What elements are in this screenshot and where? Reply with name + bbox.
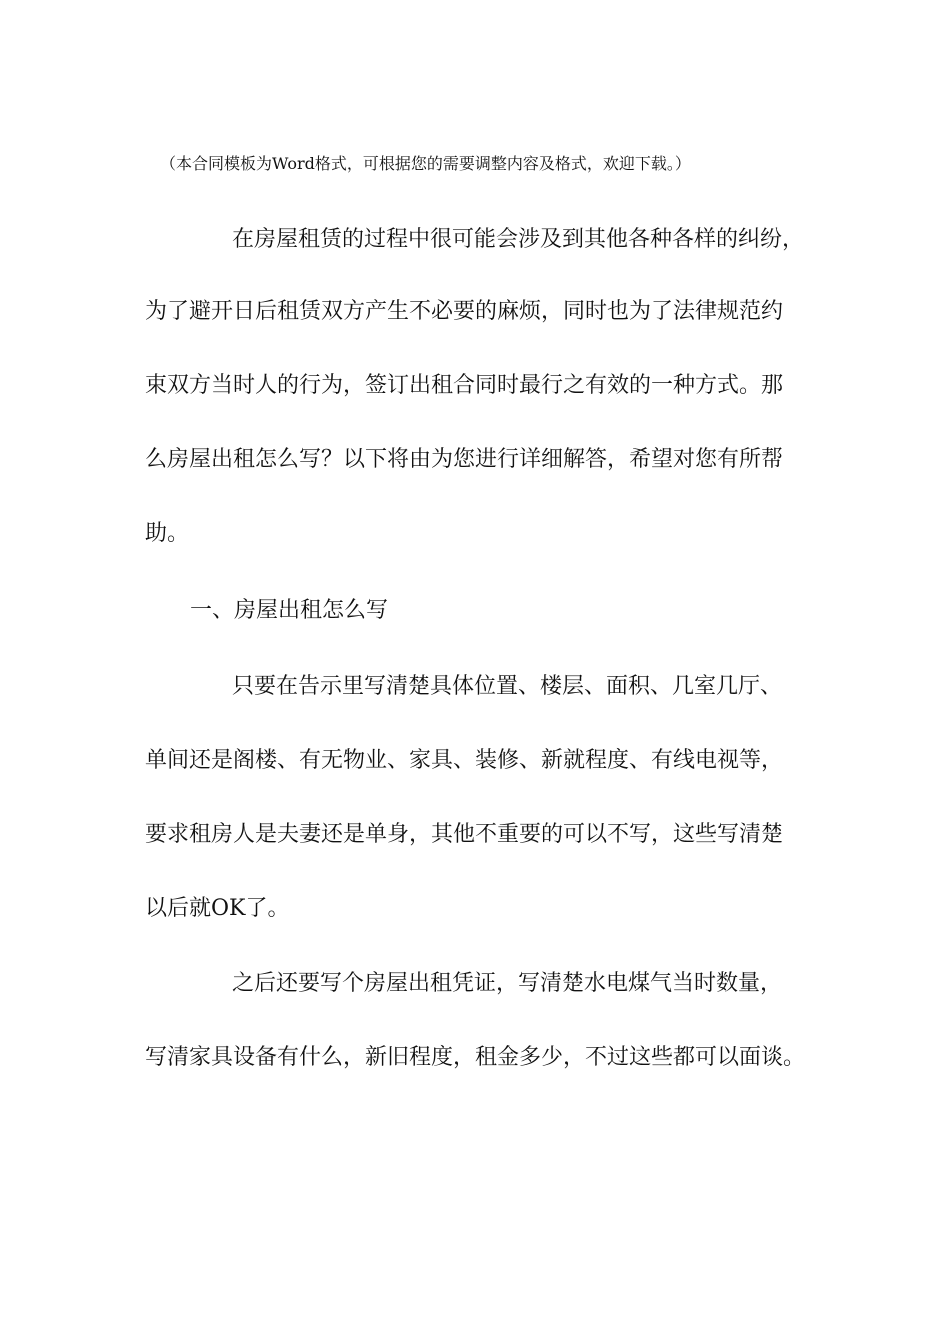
paragraph-1-line-4: 么房屋出租怎么写？以下将由为您进行详细解答，希望对您有所帮 <box>145 447 784 472</box>
paragraph-1-line-2: 为了避开日后租赁双方产生不必要的麻烦，同时也为了法律规范约 <box>145 299 784 324</box>
paragraph-2-line-1: 只要在告示里写清楚具体位置、楼层、面积、几室几厅、 <box>232 674 783 699</box>
paragraph-2-line-4: 以后就OK了。 <box>145 896 290 921</box>
paragraph-1-line-3: 束双方当时人的行为，签订出租合同时最行之有效的一种方式。那 <box>145 373 784 398</box>
section-heading: 一、房屋出租怎么写 <box>190 598 389 623</box>
paragraph-2-line-3: 要求租房人是夫妻还是单身，其他不重要的可以不写，这些写清楚 <box>145 822 784 847</box>
paragraph-1-line-5: 助。 <box>145 521 190 546</box>
paragraph-1-line-1: 在房屋租赁的过程中很可能会涉及到其他各种各样的纠纷， <box>232 227 805 252</box>
paragraph-2-line-2: 单间还是阁楼、有无物业、家具、装修、新就程度、有线电视等， <box>145 748 784 773</box>
template-note: （本合同模板为Word格式，可根据您的需要调整内容及格式，欢迎下载。） <box>160 154 691 173</box>
paragraph-3-line-2: 写清家具设备有什么，新旧程度，租金多少，不过这些都可以面谈。 <box>145 1045 806 1070</box>
paragraph-3-line-1: 之后还要写个房屋出租凭证，写清楚水电煤气当时数量， <box>232 971 783 996</box>
